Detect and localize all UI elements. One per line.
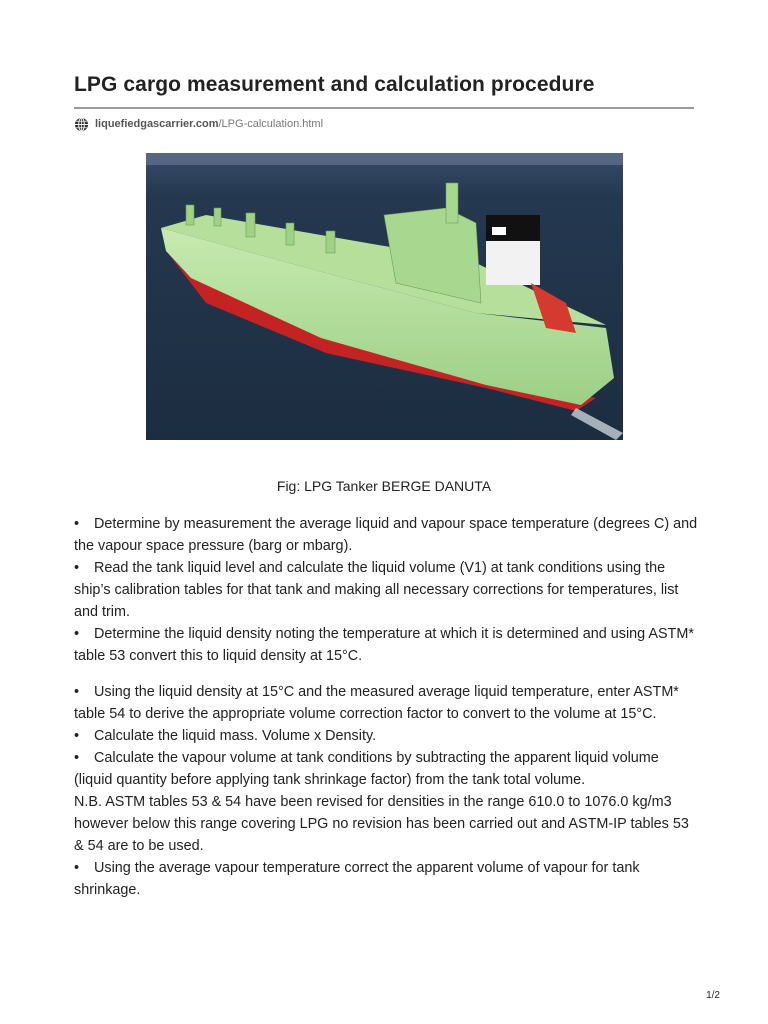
source-domain[interactable]: liquefiedgascarrier.com — [95, 118, 219, 130]
list-item — [74, 747, 700, 791]
bullet: • — [74, 728, 80, 744]
list-item-text: Determine the liquid density noting the temperature at which it is determined and using ASTM* table 53 convert this to liquid density at 15°C. — [74, 626, 694, 664]
bullet: • — [74, 560, 80, 576]
list-item — [74, 623, 700, 667]
bullet: • — [74, 516, 80, 532]
globe-icon — [74, 117, 89, 132]
astm-note: N.B. ASTM tables 53 & 54 have been revised for densities in the range 610.0 to 1076.0 kg/m3 however below this range covering LPG no revision has been carried out and ASTM-IP tables 53 & 54 are to be used. — [74, 794, 689, 854]
bullet: • — [74, 684, 80, 700]
article-header — [74, 70, 694, 132]
list-item-text: Using the liquid density at 15°C and the measured average liquid temperature, enter ASTM* table 54 to derive the appropriate volume correction factor to convert to the volume at 15°C. — [74, 684, 679, 722]
bullet: • — [74, 750, 80, 766]
list-item — [74, 513, 700, 557]
list-item-text: Calculate the vapour volume at tank conditions by subtracting the apparent liquid volume (liquid quantity before applying tank shrinkage factor) from the tank total volume. — [74, 750, 659, 788]
lpg-tanker-photo — [146, 153, 623, 440]
figure-caption: Fig: LPG Tanker BERGE DANUTA — [276, 478, 492, 494]
list-item — [74, 725, 700, 747]
source-path[interactable]: /LPG-calculation.html — [218, 118, 324, 130]
list-item-text: Determine by measurement the average liquid and vapour space temperature (degrees C) and the vapour space pressure (barg or mbarg). — [74, 516, 698, 554]
list-item-text: Read the tank liquid level and calculate the liquid volume (V1) at tank conditions using the ship’s calibration tables for that tank and making all necessary corrections for temperatures, list and trim. — [74, 560, 679, 620]
procedure-list — [74, 513, 700, 901]
page-title: LPG cargo measurement and calculation procedure — [74, 73, 595, 96]
source-link[interactable] — [74, 116, 694, 132]
list-item — [74, 857, 700, 901]
list-item — [74, 681, 700, 725]
page-number: 1/2 — [706, 990, 720, 1001]
list-item — [74, 557, 700, 623]
list-item-text: Using the average vapour temperature correct the apparent volume of vapour for tank shrinkage. — [74, 860, 640, 898]
bullet: • — [74, 626, 80, 642]
list-item-text: Calculate the liquid mass. Volume x Density. — [94, 728, 377, 744]
title-divider — [74, 107, 694, 109]
bullet: • — [74, 860, 80, 876]
